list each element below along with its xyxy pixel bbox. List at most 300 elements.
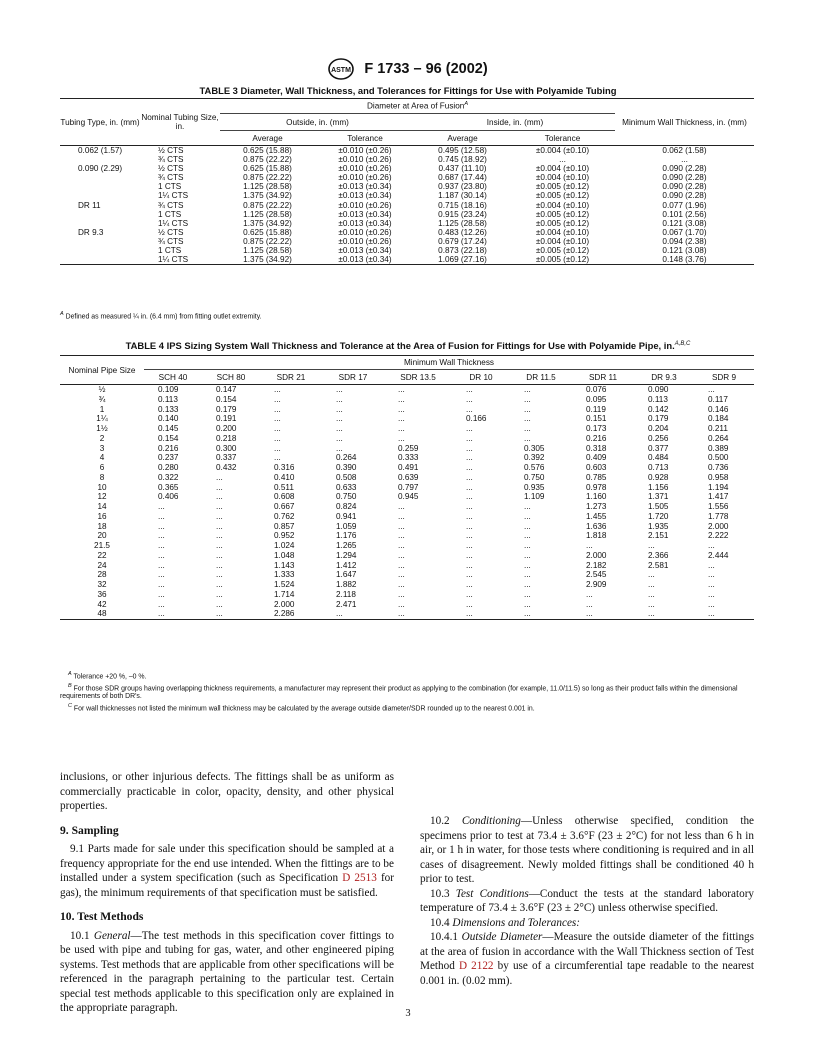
table4-cell: ... xyxy=(336,424,343,433)
table4-cell: 0.337 xyxy=(216,453,237,463)
table4-cell: 0.410 xyxy=(274,472,295,482)
table3-cell: ±0.013 (±0.34) xyxy=(338,209,392,219)
table4-cell: 0.154 xyxy=(216,394,237,404)
table3-cell: 1 CTS xyxy=(158,182,182,192)
table4-column-header: SCH 80 xyxy=(202,370,260,385)
table4-cell: ... xyxy=(158,560,165,570)
body-column-right xyxy=(420,756,754,988)
table4-cell: 2.222 xyxy=(708,531,729,541)
paragraph-10-4: 10.4 Dimensions and Tolerances: xyxy=(430,916,580,929)
table3-cell xyxy=(60,173,140,182)
table4-cell: ... xyxy=(466,541,473,550)
table4-cell: 2.118 xyxy=(336,589,356,599)
table4-cell: ... xyxy=(524,414,531,424)
table4-cell: 1.556 xyxy=(708,502,729,511)
table4-cell: 0.264 xyxy=(336,453,357,463)
table4-footnote: $^C$ For wall thicknesses not listed the minimum wall thickness may be calculated by the average outside diameter/SDR rounded up to the nearest 0.001 in. xyxy=(68,702,535,713)
table3-cell: 0.687 (17.44) xyxy=(438,173,487,183)
table3-header-diameter: Diameter at Area of Fusion$^A$ xyxy=(220,99,615,114)
table4-cell: 0.491 xyxy=(398,463,419,472)
table4-cell: ... xyxy=(398,424,405,433)
table3-cell: 1¼ CTS xyxy=(158,218,189,228)
table4-cell: ... xyxy=(524,541,531,550)
table4-cell: 0.511 xyxy=(274,482,294,492)
table4-header-nominal-size: Nominal Pipe Size xyxy=(60,356,144,385)
table4-column-header: SDR 17 xyxy=(322,370,384,385)
table3-cell: ±0.010 (±0.26) xyxy=(338,155,392,165)
table3-cell: 0.873 (22.18) xyxy=(438,246,487,256)
table4-row xyxy=(60,522,754,532)
table3-cell: 0.090 (2.28) xyxy=(662,191,707,201)
table3-cell: ±0.013 (±0.34) xyxy=(338,246,392,256)
table4-cell: 0.318 xyxy=(586,443,607,453)
table4-cell: 0.166 xyxy=(466,414,487,424)
table3-cell: ±0.005 (±0.12) xyxy=(535,191,590,201)
table4-cell: ... xyxy=(216,560,223,570)
table3-cell xyxy=(60,237,140,246)
table4-size-cell: 2 xyxy=(99,433,105,443)
table4-cell: ... xyxy=(524,424,531,433)
table4-size-cell: 24 xyxy=(97,560,107,570)
table4-cell: 2.286 xyxy=(260,609,322,619)
table4-cell: 0.762 xyxy=(274,511,295,521)
table4-size-cell: 28 xyxy=(97,570,107,580)
table4-cell: ... xyxy=(524,589,531,599)
paragraph-10-1: 10.1 General—The test methods in this specification cover fittings to be used with pipe and tubing for gas, water, and other engineered piping systems. Test methods that are applicable from other specifications will be referenced in the paragraph pertaining to the particular test. Certain special test methods applicable to this specification only are explained in the appropriate paragraph. xyxy=(60,929,395,1014)
table4-size-cell: 1½ xyxy=(96,424,108,433)
table4-cell: ... xyxy=(572,609,634,619)
table3-cell: ¾ CTS xyxy=(158,236,184,246)
table3-cell: 1 CTS xyxy=(158,246,182,256)
document-designation: F 1733 – 96 (2002) xyxy=(364,61,488,77)
table4-size-cell: 12 xyxy=(97,492,107,502)
table4-cell: 2.000 xyxy=(586,550,607,560)
table4-size-cell: 14 xyxy=(97,502,107,511)
table4-cell: ... xyxy=(524,580,531,589)
table4-cell: 0.204 xyxy=(648,424,669,433)
table4-size-cell: 16 xyxy=(97,511,107,521)
table4-cell: 0.179 xyxy=(216,404,237,414)
table4-cell: ... xyxy=(336,385,343,394)
table3-cell: ¾ CTS xyxy=(158,200,184,210)
table4-cell: 0.256 xyxy=(648,433,669,443)
table3-cell: 1.125 (28.58) xyxy=(243,209,292,219)
table4-cell: 0.264 xyxy=(708,433,729,443)
table4-cell: 0.154 xyxy=(158,433,179,443)
table4-cell: ... xyxy=(216,531,223,541)
table4-cell: ... xyxy=(216,492,223,502)
table4-cell: 0.216 xyxy=(586,433,607,443)
table4-cell: ... xyxy=(524,560,531,570)
table4-cell: ... xyxy=(694,609,754,619)
table4-cell: 0.750 xyxy=(336,492,357,502)
table4-cell: ... xyxy=(398,541,405,550)
table4-cell: ... xyxy=(274,433,281,443)
table4-cell: 1.505 xyxy=(648,502,669,511)
table4-header-min-wall: Minimum Wall Thickness xyxy=(144,356,754,370)
table4-cell: ... xyxy=(648,599,655,609)
table4-cell: ... xyxy=(524,502,531,511)
table4-cell: ... xyxy=(466,560,473,570)
table4-cell: 0.305 xyxy=(524,443,545,453)
table4-cell: ... xyxy=(336,433,343,443)
table4-caption: TABLE 4 IPS Sizing System Wall Thickness and Tolerance at the Area of Fusion for Fittings for Use with Polyamide Pipe, in.$^{A,B,C}$ xyxy=(125,340,691,351)
table4-row xyxy=(60,609,754,619)
table3-footnote: $^A$ Defined as measured ¼ in. (6.4 mm) from fitting outlet extremity. xyxy=(60,311,262,321)
table4-cell: 0.316 xyxy=(274,463,295,472)
table4-cell: ... xyxy=(452,609,510,619)
table4-cell: 1.024 xyxy=(274,541,295,550)
table4-cell: 2.471 xyxy=(336,599,357,609)
table4-cell: ... xyxy=(466,453,473,463)
table4-cell: 0.736 xyxy=(708,463,729,472)
table4-cell: 0.576 xyxy=(524,463,545,472)
table4-cell: ... xyxy=(398,502,405,511)
table4-cell: ... xyxy=(466,580,473,589)
table4-cell: ... xyxy=(398,385,405,394)
table3-cell: 0.077 (1.96) xyxy=(662,200,707,210)
section-10-heading: 10. Test Methods xyxy=(60,910,144,923)
table4-cell: ... xyxy=(524,550,531,560)
table4-cell: ... xyxy=(274,404,281,414)
table4-cell: ... xyxy=(158,541,165,550)
table4-cell: 0.113 xyxy=(158,394,178,404)
table4-cell: ... xyxy=(586,589,593,599)
table4-row xyxy=(60,570,754,580)
table3-cell: 1.375 (34.92) xyxy=(243,191,292,201)
table4-cell: 0.191 xyxy=(216,414,237,424)
paragraph-continued: inclusions, or other injurious defects. The fittings shall be as uniform as commercially practicable in color, opacity, density, and other physical properties. xyxy=(60,771,394,812)
table4-row xyxy=(60,483,754,493)
table4-cell: 1.720 xyxy=(648,511,669,521)
spec-link-d2122[interactable]: D 2122 xyxy=(458,960,494,972)
table3-cell: ±0.005 (±0.12) xyxy=(535,246,590,256)
table4-cell: 1.194 xyxy=(708,482,729,492)
table4-cell: ... xyxy=(398,550,405,560)
table4-cell: 0.218 xyxy=(216,433,237,443)
table4-cell: ... xyxy=(336,394,343,404)
table4-cell: ... xyxy=(466,531,473,541)
table3-cell: 0.121 (3.08) xyxy=(662,246,707,256)
table4-cell: ... xyxy=(398,560,405,570)
table4-size-cell: 20 xyxy=(97,531,107,541)
table4-size-cell: 4 xyxy=(99,453,105,463)
table4-cell: ... xyxy=(466,511,473,521)
table4-cell: ... xyxy=(398,394,405,404)
paragraph-9-1: 9.1 Parts made for sale under this specification should be sampled at a frequency appropriate for the end use intended. When the fittings are to be installed under a system specification (such as Specification D 2513 for gas), the minimum requirements of that specification must be satisfied. xyxy=(60,843,394,899)
table4-cell: 0.377 xyxy=(648,443,669,453)
table4-cell: 0.113 xyxy=(648,394,668,404)
table4-row xyxy=(60,414,754,424)
table3-cell: 0.148 (3.76) xyxy=(615,255,754,265)
table4-cell: 1.059 xyxy=(336,521,357,531)
table3-cell: ¾ CTS xyxy=(158,155,184,165)
table4-size-cell: 36 xyxy=(97,589,107,599)
table3-cell: ±0.010 (±0.26) xyxy=(338,227,392,237)
table4-cell: 1.882 xyxy=(336,580,357,589)
table4-cell: ... xyxy=(510,609,572,619)
table4-cell: 0.500 xyxy=(708,453,729,463)
table4-cell: ... xyxy=(466,472,473,482)
table4-cell: 0.935 xyxy=(524,482,545,492)
table4-cell: 0.184 xyxy=(708,414,729,424)
table3-row xyxy=(60,173,754,182)
table3-cell: ±0.004 (±0.10) xyxy=(535,200,590,210)
table3-cell: 0.062 (1.58) xyxy=(662,146,707,155)
table4-column-header: SDR 13.5 xyxy=(384,370,452,385)
table3-header-outside: Outside, in. (mm) xyxy=(220,114,415,131)
table3-cell xyxy=(60,210,140,219)
table4-cell: ... xyxy=(466,482,473,492)
table4-cell: ... xyxy=(322,609,384,619)
table4-cell: ... xyxy=(708,589,715,599)
table4-cell: 0.409 xyxy=(586,453,607,463)
table3-row xyxy=(60,228,754,237)
table3-cell: 0.437 (11.10) xyxy=(438,164,487,174)
table4-cell: 0.147 xyxy=(216,385,237,394)
table3-cell: ½ CTS xyxy=(158,164,184,174)
table3-cell: 1.375 (34.92) xyxy=(243,218,292,228)
table4-cell: ... xyxy=(466,433,473,443)
table4-row xyxy=(60,453,754,463)
table3-cell: 0.875 (22.22) xyxy=(243,155,292,165)
table3 xyxy=(60,98,754,265)
table4-cell: 0.117 xyxy=(708,394,728,404)
table3-cell: ±0.010 (±0.26) xyxy=(338,173,392,183)
table4-cell: ... xyxy=(274,394,281,404)
table4-cell: ... xyxy=(158,531,165,541)
table4-cell: 0.090 xyxy=(648,385,669,394)
table4-cell: ... xyxy=(466,492,473,502)
table3-cell: 0.121 (3.08) xyxy=(662,218,707,228)
table4-cell: ... xyxy=(398,589,405,599)
table4-cell: 1.048 xyxy=(274,550,295,560)
table4-cell: ... xyxy=(466,404,473,414)
table3-cell: 0.090 (2.28) xyxy=(662,173,707,183)
table4-cell: 0.857 xyxy=(274,521,295,531)
table4-footnote: $^B$ For those SDR groups having overlapping thickness requirements, a manufacturer may represent their product as applying to the combination (for example, 11.0/11.5) so long as their product falls within the dimensional requirements of both DR's. xyxy=(60,682,738,701)
table4-cell: ... xyxy=(466,463,473,472)
table4-cell: ... xyxy=(708,560,715,570)
table4-cell: ... xyxy=(398,404,405,414)
table4-cell: 1.818 xyxy=(586,531,607,541)
table3-cell: 1.125 (28.58) xyxy=(243,182,292,192)
table4-cell: 0.750 xyxy=(524,472,545,482)
table4-cell: ... xyxy=(274,414,281,424)
table4-cell: 1.935 xyxy=(648,521,669,531)
table3-cell: ±0.010 (±0.26) xyxy=(338,200,392,210)
table4-cell: 0.978 xyxy=(586,482,607,492)
paragraph-10-3: 10.3 Test Conditions—Conduct the tests at the standard laboratory temperature of 73.4 ± 3.6°F (23 ± 2°C) unless otherwise specified. xyxy=(420,887,755,914)
table4-cell: ... xyxy=(216,511,223,521)
table4-cell: ... xyxy=(274,424,281,433)
table4-cell: ... xyxy=(384,609,452,619)
table4-cell: 0.146 xyxy=(708,404,729,414)
table3-caption: TABLE 3 Diameter, Wall Thickness, and Tolerances for Fittings for Use with Polyamide Tubing xyxy=(199,85,617,96)
table4-cell: 1.412 xyxy=(336,560,357,570)
table4-size-cell: 6 xyxy=(99,463,105,472)
page-header xyxy=(0,58,816,80)
table4-cell: ... xyxy=(466,570,473,580)
table4-row xyxy=(60,385,754,395)
table4-size-cell: 3 xyxy=(99,443,105,453)
table4-row xyxy=(60,600,754,610)
table4-cell: ... xyxy=(466,589,473,599)
table4-cell: ... xyxy=(158,599,165,609)
table4-cell: 2.151 xyxy=(648,531,669,541)
table3-cell xyxy=(60,191,140,200)
table3-cell: ±0.013 (±0.34) xyxy=(315,255,415,265)
table4-cell: ... xyxy=(158,550,165,560)
table3-header-nominal-size: Nominal Tubing Size, in. xyxy=(140,99,220,146)
table4-cell: ... xyxy=(216,541,223,550)
table3-row xyxy=(60,164,754,173)
table4-cell: 1.160 xyxy=(586,492,607,502)
table4-cell: 1.636 xyxy=(586,521,607,531)
table4-row xyxy=(60,512,754,522)
table4-row xyxy=(60,395,754,405)
table4-cell: ... xyxy=(216,472,223,482)
table4-size-cell: 48 xyxy=(60,609,144,619)
table4-cell: 0.216 xyxy=(158,443,179,453)
table4-size-cell: 1 xyxy=(99,404,105,414)
table4-cell: ... xyxy=(708,541,715,550)
table3-cell xyxy=(60,246,140,255)
table4-footnote: $^A$ Tolerance +20 %, –0 %. xyxy=(68,671,147,681)
spec-link-d2513[interactable]: D 2513 xyxy=(342,872,377,884)
table4-cell: 0.639 xyxy=(398,472,419,482)
table3-cell: 0.875 (22.22) xyxy=(243,200,292,210)
table4-cell: 0.958 xyxy=(708,472,729,482)
table3-cell: ±0.004 (±0.10) xyxy=(535,164,590,174)
table3-row xyxy=(60,210,754,219)
table4-cell: 0.200 xyxy=(216,424,237,433)
table4-row xyxy=(60,531,754,541)
table4-cell: 0.333 xyxy=(398,453,419,463)
table4-row xyxy=(60,551,754,561)
table4-cell: 0.785 xyxy=(586,472,607,482)
table4-cell: 1.714 xyxy=(274,589,295,599)
table4-cell: ... xyxy=(648,589,655,599)
table4-cell: ... xyxy=(524,599,531,609)
table3-cell: ±0.010 (±0.26) xyxy=(338,164,392,174)
table3-cell: ... xyxy=(681,155,688,165)
table3-cell: 1.375 (34.92) xyxy=(220,255,315,265)
table3-cell: ±0.004 (±0.10) xyxy=(535,227,590,237)
table3-cell: ½ CTS xyxy=(158,227,184,237)
table4-cell: 0.095 xyxy=(586,394,607,404)
table3-cell: 0.101 (2.56) xyxy=(662,209,707,219)
table4-cell: 2.182 xyxy=(586,560,607,570)
table4-cell: ... xyxy=(398,521,405,531)
table3-cell: ¾ CTS xyxy=(158,173,184,183)
table3-cell: 0.875 (22.22) xyxy=(243,236,292,246)
table4-row xyxy=(60,444,754,454)
table4-cell: ... xyxy=(466,550,473,560)
table3-cell: 1.125 (28.58) xyxy=(438,218,487,228)
table4-cell: 0.076 xyxy=(586,385,607,394)
table3-row xyxy=(60,219,754,228)
table4-cell: 0.432 xyxy=(216,463,237,472)
table4-cell: ... xyxy=(216,589,223,599)
table3-cell: ±0.005 (±0.12) xyxy=(535,209,590,219)
table4-cell: 0.667 xyxy=(274,502,295,511)
table4-column-header: DR 9.3 xyxy=(634,370,694,385)
table4-row xyxy=(60,590,754,600)
table4-cell: 0.140 xyxy=(158,414,179,424)
table4-cell: ... xyxy=(216,521,223,531)
table4-cell: 0.173 xyxy=(586,424,607,433)
table4-cell: 0.928 xyxy=(648,472,669,482)
table4-cell: ... xyxy=(634,609,694,619)
table4-cell: ... xyxy=(398,511,405,521)
table4-cell: 1.778 xyxy=(708,511,729,521)
table4-cell: 0.603 xyxy=(586,463,607,472)
table3-cell: ±0.005 (±0.12) xyxy=(535,182,590,192)
table4-cell: 0.406 xyxy=(158,492,179,502)
table4-cell: 0.133 xyxy=(158,404,179,414)
table3-cell: 0.715 (18.16) xyxy=(438,200,487,210)
table3-header-inside: Inside, in. (mm) xyxy=(415,114,615,131)
table4-cell: ... xyxy=(466,443,473,453)
table4-cell: ... xyxy=(216,580,223,589)
table4-size-cell: ½ xyxy=(98,385,106,394)
table4-column-header: SDR 11 xyxy=(572,370,634,385)
table4-cell: 1.455 xyxy=(586,511,607,521)
table4-cell: ... xyxy=(158,589,165,599)
table4-size-cell: 21.5 xyxy=(94,541,110,550)
table3-cell: 0.937 (23.80) xyxy=(438,182,487,192)
table4-row xyxy=(60,424,754,434)
table4-size-cell: 42 xyxy=(97,599,107,609)
table4-cell: ... xyxy=(216,482,223,492)
table4-cell: 1.176 xyxy=(336,531,357,541)
table3-cell xyxy=(60,219,140,228)
table3-cell: 0.915 (23.24) xyxy=(438,209,487,219)
table3-cell: 0.090 (2.28) xyxy=(662,182,707,192)
table4-cell: 2.909 xyxy=(586,580,607,589)
table3-row xyxy=(60,246,754,255)
table4-cell: 0.945 xyxy=(398,492,419,502)
table4-cell: ... xyxy=(216,570,223,580)
table4-cell: 0.713 xyxy=(648,463,669,472)
table3-row xyxy=(60,146,754,156)
table4-cell: ... xyxy=(274,453,281,463)
table4 xyxy=(60,355,754,620)
table4-size-cell: 32 xyxy=(97,580,107,589)
table4-cell: 1.333 xyxy=(274,570,295,580)
table4-cell: ... xyxy=(708,570,715,580)
table4-cell: ... xyxy=(524,394,531,404)
table4-cell: ... xyxy=(586,541,593,550)
table4-cell: 0.142 xyxy=(648,404,669,414)
table3-cell: 1.069 (27.16) xyxy=(415,255,510,265)
astm-logo-icon xyxy=(328,58,354,80)
table3-cell: 0.625 (15.88) xyxy=(243,146,292,155)
paragraph-10-2: 10.2 Conditioning—Unless otherwise specified, condition the specimens prior to test at 73.4 ± 3.6°F (23 ± 2°C) for not less than 6 h in air, or 1 h in water, for those tests where conditioning is required and in all cases of disagreement. Newly molded fittings shall be conditioned 40 h prior to test. xyxy=(420,815,755,885)
table4-row xyxy=(60,473,754,483)
table4-cell: 0.179 xyxy=(648,414,669,424)
table3-cell: 0.062 (1.57) xyxy=(78,146,123,155)
table4-cell: ... xyxy=(708,580,715,589)
table4-size-cell: 18 xyxy=(97,521,107,531)
table4-cell: ... xyxy=(158,570,165,580)
table4-cell: 0.322 xyxy=(158,472,179,482)
table4-column-header: DR 11.5 xyxy=(510,370,572,385)
table3-cell: ±0.010 (±0.26) xyxy=(338,236,392,246)
table4-cell: ... xyxy=(466,394,473,404)
table4-row xyxy=(60,541,754,551)
